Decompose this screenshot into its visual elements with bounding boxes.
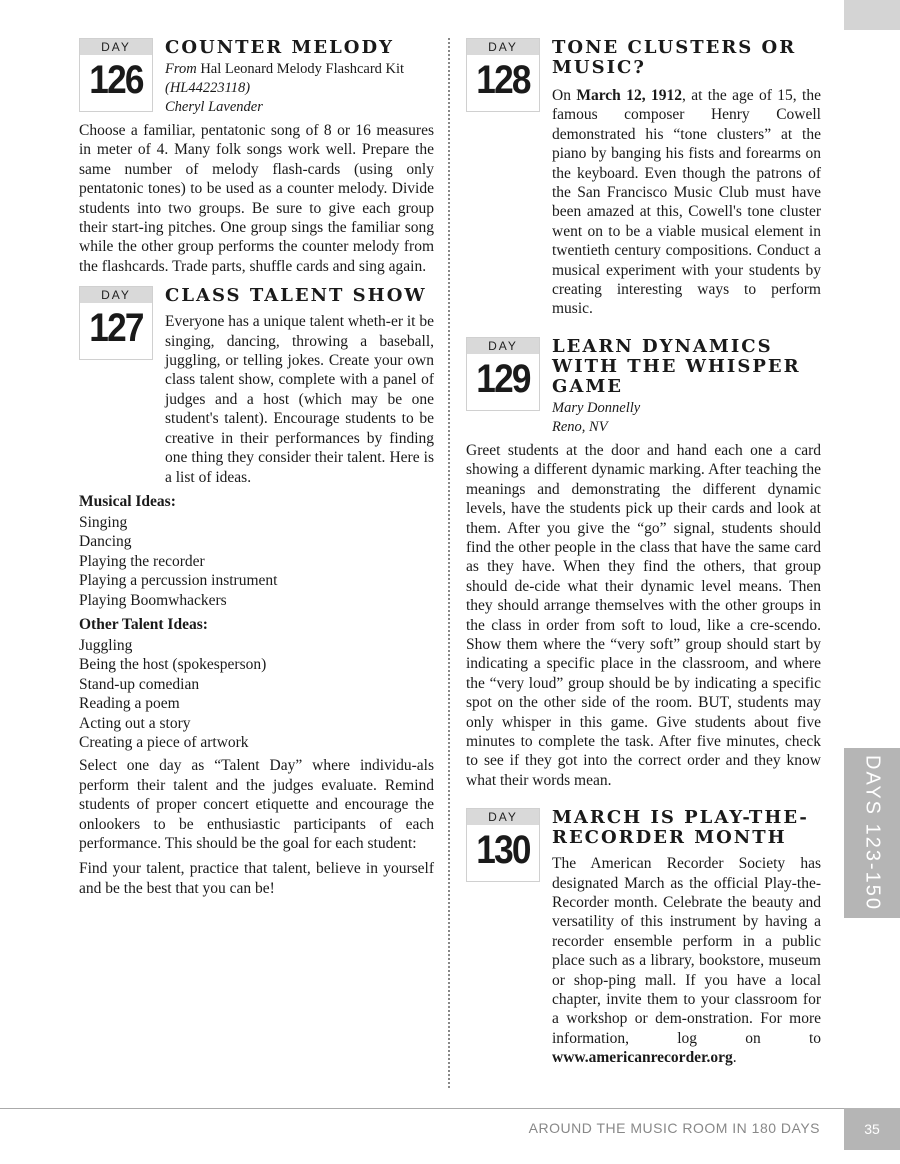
other-ideas-list [79, 636, 434, 752]
motto-paragraph: Find your talent, practice that talent, believe in yourself and be the best that you can be! [79, 860, 434, 897]
day-label: DAY [467, 338, 539, 354]
day-badge [79, 286, 153, 360]
list-item: Reading a poem [79, 695, 180, 713]
day-number: 127 [89, 306, 143, 351]
list-item: Acting out a story [79, 714, 191, 732]
left-column [79, 38, 434, 898]
website-link[interactable]: www.americanrecorder.org [552, 1049, 733, 1067]
footer-book-title: AROUND THE MUSIC ROOM IN 180 DAYS [528, 1120, 820, 1136]
credit-location: Reno, NV [552, 418, 608, 435]
entry-body-wrap [552, 86, 821, 319]
column-divider [448, 38, 450, 1088]
entry-day-126 [79, 38, 434, 276]
list-item: Singing [79, 513, 128, 531]
day-number: 130 [476, 828, 530, 873]
body-prefix: On [552, 87, 577, 104]
day-label: DAY [80, 287, 152, 303]
list-item: Stand-up comedian [79, 675, 200, 693]
credit-source: Hal Leonard Melody Flashcard Kit [200, 61, 405, 77]
entry-title: CLASS TALENT SHOW [165, 285, 427, 307]
list-item: Playing Boomwhackers [79, 591, 227, 609]
list-item: Creating a piece of artwork [79, 733, 249, 751]
credit-code: (HL44223118) [165, 80, 251, 96]
entry-credit [552, 399, 821, 437]
list-item: Juggling [79, 636, 133, 654]
entry-body: Greet students at the door and hand each one a card showing a different dynamic marking. After teaching the meanings and demonstrating the different dynamic levels, have the students pick up their cards and look at them. After you give the “go” signal, students should find the other people in the class that have the same card as they have. When they find the others, that group should de-cide what their dynamic level means. Then they should arrange themselves with the other groups in the class in order from soft to loud, like a cre-scendo. Show them where the “very soft” group should start by indicating a specific place in the classroom, and where the “very loud” group should be by indicating a specific spot on the other side of the room. BUT, students may only whisper in this game. Give students about five minutes to complete the task. After five minutes, check to see if they got into the correct order and they know what their words mean. [466, 441, 821, 789]
day-number: 126 [89, 58, 143, 102]
entry-credit [165, 60, 434, 117]
list-item: Being the host (spokesperson) [79, 656, 267, 674]
closing-paragraph: Select one day as “Talent Day” where individu-als perform their talent and the judges evaluate. Remind students of proper concert etiquette and encourage the onlookers to be enthusiastic participants of each performance. This should be the goal for each student: [79, 757, 434, 852]
entry-day-130 [466, 808, 821, 1067]
body-end: . [732, 1049, 737, 1067]
credit-prefix: From [165, 61, 197, 77]
entry-body: Everyone has a unique talent wheth-er it be singing, dancing, throwing a baseball, juggling, or telling jokes. Create your own class talent show, complete with a panel of judges and a host (which may be one student's talent). Encourage students to be creative in their performances by finding one thing they consider their talent. Here is a list of ideas. [165, 313, 434, 486]
entry-body-wrap [552, 854, 821, 1067]
day-badge [79, 38, 153, 112]
entry-day-129 [466, 337, 821, 790]
footer-rule [0, 1108, 844, 1109]
day-label: DAY [467, 39, 539, 55]
day-number: 129 [476, 356, 530, 401]
entry-body: The American Recorder Society has designated March as the official Play-the-Recorder month. Celebrate the beauty and versatility of this instrument by having a recorder ensemble perform in a public place such as a library, bookstore, museum or shop-ping mall. If you have a local chapter, invite them to your classroom for a workshop or dem-onstration. For more information, log on to [552, 855, 821, 1047]
day-badge [466, 337, 540, 411]
side-tab-days [844, 748, 900, 918]
body-date: March 12, 1912 [576, 87, 682, 104]
entry-body: Choose a familiar, pentatonic song of 8 or 16 measures in meter of 4. Many folk songs work well. Prepare the same number of melody flash-cards (using only pentatonic tones) to be used as a counter melody. Divide students into two groups. Be sure to give each group their start-ing pitches. One group sings the familiar song while the other group performs the counter melody from the flashcards. Trade parts, shuffle cards and sing again. [79, 122, 434, 275]
entry-title: LEARN DYNAMICS WITH THE WHISPER GAME [552, 335, 801, 397]
credit-author: Mary Donnelly [552, 399, 641, 416]
page-number: 35 [844, 1108, 900, 1150]
day-label: DAY [80, 39, 152, 55]
list-item: Dancing [79, 533, 132, 551]
list-item: Playing the recorder [79, 552, 205, 570]
entry-title: TONE CLUSTERS OR MUSIC? [552, 37, 797, 78]
entry-body: , at the age of 15, the famous composer Henry Cowell demonstrated his “tone clusters” at the piano by banging his fists and forearms on the keyboard. Even though the patrons of the San Francisco Music Club must have been amazed at this, Cowell's tone cluster went on to be a viable musical element in twentieth century compositions. Conduct a musical experiment with your students by creating interesting ways to perform music. [552, 87, 821, 318]
day-number: 128 [476, 58, 530, 102]
entry-day-128 [466, 38, 821, 319]
side-tab-label: DAYS 123-150 [861, 755, 884, 911]
day-label: DAY [467, 809, 539, 825]
entry-title: MARCH IS PLAY-THE-RECORDER MONTH [552, 807, 809, 849]
musical-ideas-heading: Musical Ideas: [79, 492, 176, 510]
list-item: Playing a percussion instrument [79, 572, 278, 590]
entry-title: COUNTER MELODY [165, 37, 394, 58]
other-ideas-heading: Other Talent Ideas: [79, 615, 208, 633]
credit-author: Cheryl Lavender [165, 99, 263, 115]
musical-ideas-list [79, 513, 434, 610]
day-badge [466, 38, 540, 112]
right-column [466, 38, 821, 1068]
day-badge [466, 808, 540, 882]
side-tab-top [844, 0, 900, 30]
entry-body-wrap [165, 312, 434, 487]
entry-day-127 [79, 286, 434, 898]
